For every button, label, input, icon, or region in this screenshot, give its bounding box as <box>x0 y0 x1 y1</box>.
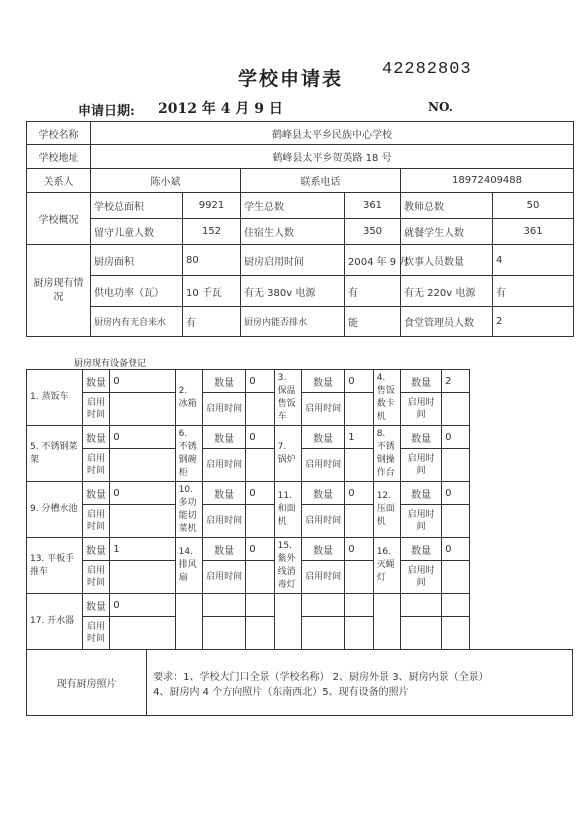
equipment-row <box>27 370 573 393</box>
quantity-label: 数量 <box>202 426 245 449</box>
equipment-name: 1. 蒸饭车 <box>27 370 83 426</box>
serial-number: 42282803 <box>382 60 472 79</box>
equipment-name: 11. 和面机 <box>274 482 301 538</box>
boarding-value: 350 <box>345 219 401 245</box>
quantity-value: 0 <box>246 426 274 449</box>
start-time-label: 启用时间 <box>82 617 109 650</box>
start-time-value <box>246 505 274 538</box>
start-time-label: 启用时间 <box>202 449 245 482</box>
photo-requirements <box>147 650 573 716</box>
start-time-value <box>442 561 469 594</box>
quantity-label: 数量 <box>302 426 345 449</box>
equipment-name: 6. 不锈钢碗柜 <box>175 426 202 482</box>
phone-value: 18972409488 <box>401 169 574 193</box>
equipment-body <box>27 370 573 650</box>
v380-value: 有 <box>345 276 401 307</box>
equipment-name: 13. 平板手推车 <box>27 538 83 594</box>
empty-cell <box>345 617 373 650</box>
school-address-value: 鹤峰县太平乡贺英路 18 号 <box>91 145 574 169</box>
equipment-row <box>27 482 573 505</box>
start-time-value <box>345 449 373 482</box>
quantity-value: 0 <box>246 538 274 561</box>
water-label: 厨房内有无自来水 <box>91 307 183 337</box>
photo-requirement-line2: 4、厨房内 4 个方向照片（东南西北）5、现有设备的照片 <box>153 686 409 698</box>
no-label: NO. <box>428 100 453 114</box>
empty-cell <box>202 617 245 650</box>
start-time-label: 启用时间 <box>82 449 109 482</box>
date-label: 申请日期: <box>78 104 135 119</box>
quantity-value: 0 <box>246 370 274 393</box>
total-area-label: 学校总面积 <box>91 193 183 219</box>
start-time-label: 启用时间 <box>202 393 245 426</box>
empty-cell <box>345 594 373 617</box>
kitchen-area-label: 厨房面积 <box>91 245 183 276</box>
equipment-name: 14. 排风扇 <box>175 538 202 594</box>
start-time-value <box>110 617 175 650</box>
start-time-label: 启用时间 <box>302 561 345 594</box>
equipment-name: 5. 不锈钢菜架 <box>27 426 83 482</box>
start-time-value <box>345 393 373 426</box>
power-label: 供电功率（瓦） <box>91 276 183 307</box>
start-time-value <box>442 505 469 538</box>
start-time-label: 启用时间 <box>82 561 109 594</box>
quantity-value: 0 <box>110 426 175 449</box>
equipment-name: 7. 锅炉 <box>274 426 301 482</box>
start-time-label: 启用时间 <box>401 505 442 538</box>
cooks-label: 炊事人员数量 <box>401 245 493 276</box>
kitchen-start-label: 厨房启用时间 <box>241 245 345 276</box>
managers-label: 食堂管理员人数 <box>401 307 493 337</box>
overview-label: 学校概况 <box>27 193 91 245</box>
quantity-label: 数量 <box>202 370 245 393</box>
start-time-label: 启用时间 <box>302 505 345 538</box>
quantity-value: 0 <box>246 482 274 505</box>
phone-label: 联系电话 <box>241 169 401 193</box>
v220-label: 有无 220v 电源 <box>401 276 493 307</box>
v380-label: 有无 380v 电源 <box>241 276 345 307</box>
start-time-value <box>110 505 175 538</box>
empty-cell <box>246 594 274 617</box>
page-title: 学校申请表 <box>238 68 344 90</box>
start-time-value <box>110 561 175 594</box>
quantity-value: 2 <box>442 370 469 393</box>
kitchen-status-label: 厨房现有情况 <box>27 245 91 337</box>
photo-requirement-line1: 要求：1、学校大门口全景（学校名称） 2、厨房外景 3、厨房内景（全景） <box>153 671 489 683</box>
equipment-name: 9. 分槽水池 <box>27 482 83 538</box>
start-time-label: 启用时间 <box>401 393 442 426</box>
v220-value: 有 <box>493 276 574 307</box>
quantity-label: 数量 <box>302 538 345 561</box>
kitchen-start-value: 2004 年 9 月 <box>345 245 401 276</box>
quantity-value: 0 <box>110 482 175 505</box>
equipment-name: 2. 冰箱 <box>175 370 202 426</box>
left-behind-value: 152 <box>183 219 241 245</box>
equipment-name: 8. 不锈钢操作台 <box>373 426 400 482</box>
quantity-value: 1 <box>110 538 175 561</box>
start-time-label: 启用时间 <box>302 393 345 426</box>
school-name-value: 鹤峰县太平乡民族中心学校 <box>91 122 574 145</box>
equipment-name: 17. 开水器 <box>27 594 83 650</box>
equipment-name: 16. 灭蝇灯 <box>373 538 400 594</box>
cooks-value: 4 <box>493 245 574 276</box>
empty-cell <box>442 617 469 650</box>
quantity-label: 数量 <box>401 426 442 449</box>
quantity-label: 数量 <box>202 482 245 505</box>
empty-cell <box>401 594 442 617</box>
start-time-value <box>246 561 274 594</box>
teachers-label: 教师总数 <box>401 193 493 219</box>
start-time-value <box>442 449 469 482</box>
empty-cell <box>442 594 469 617</box>
start-time-value <box>110 393 175 426</box>
quantity-label: 数量 <box>82 426 109 449</box>
school-info-table <box>26 121 574 337</box>
start-time-label: 启用时间 <box>401 561 442 594</box>
kitchen-area-value: 80 <box>183 245 241 276</box>
quantity-value: 0 <box>345 538 373 561</box>
start-time-value <box>246 393 274 426</box>
empty-cell <box>274 594 301 650</box>
equipment-name: 3. 保温售饭车 <box>274 370 301 426</box>
quantity-label: 数量 <box>202 538 245 561</box>
power-value: 10 千瓦 <box>183 276 241 307</box>
quantity-value: 0 <box>442 538 469 561</box>
equipment-row <box>27 426 573 449</box>
quantity-value: 0 <box>442 426 469 449</box>
water-value: 有 <box>183 307 241 337</box>
contact-label: 关系人 <box>27 169 91 193</box>
equipment-name: 15. 紫外线消毒灯 <box>274 538 301 594</box>
equipment-name: 12. 压面机 <box>373 482 400 538</box>
left-behind-label: 留守儿童人数 <box>91 219 183 245</box>
start-time-value <box>345 505 373 538</box>
quantity-value: 0 <box>345 370 373 393</box>
drain-value: 能 <box>345 307 401 337</box>
equipment-row <box>27 538 573 561</box>
start-time-value <box>345 561 373 594</box>
school-address-label: 学校地址 <box>27 145 91 169</box>
quantity-label: 数量 <box>401 482 442 505</box>
students-value: 361 <box>345 193 401 219</box>
quantity-value: 1 <box>345 426 373 449</box>
empty-cell <box>302 617 345 650</box>
dining-label: 就餐学生人数 <box>401 219 493 245</box>
start-time-value <box>442 393 469 426</box>
start-time-label: 启用时间 <box>202 505 245 538</box>
start-time-label: 启用时间 <box>82 393 109 426</box>
contact-name: 陈小斌 <box>91 169 241 193</box>
teachers-value: 50 <box>493 193 574 219</box>
quantity-label: 数量 <box>82 594 109 617</box>
empty-cell <box>202 594 245 617</box>
equipment-caption: 厨房现有设备登记 <box>74 359 147 369</box>
empty-cell <box>175 594 202 650</box>
equipment-name: 10. 多功能切菜机 <box>175 482 202 538</box>
quantity-value: 0 <box>345 482 373 505</box>
students-label: 学生总数 <box>241 193 345 219</box>
date-value: 2012 年 4 月 9 日 <box>158 101 283 117</box>
empty-cell <box>246 617 274 650</box>
start-time-label: 启用时间 <box>302 449 345 482</box>
quantity-label: 数量 <box>302 370 345 393</box>
quantity-value: 0 <box>442 482 469 505</box>
quantity-label: 数量 <box>401 538 442 561</box>
start-time-value <box>246 449 274 482</box>
start-time-value <box>110 449 175 482</box>
boarding-label: 住宿生人数 <box>241 219 345 245</box>
start-time-label: 启用时间 <box>401 449 442 482</box>
empty-cell <box>302 594 345 617</box>
quantity-value: 0 <box>110 370 175 393</box>
quantity-label: 数量 <box>302 482 345 505</box>
quantity-label: 数量 <box>401 370 442 393</box>
quantity-value: 0 <box>110 594 175 617</box>
drain-label: 厨房内能否排水 <box>241 307 345 337</box>
total-area-value: 9921 <box>183 193 241 219</box>
dining-value: 361 <box>493 219 574 245</box>
equipment-row <box>27 594 573 617</box>
school-name-label: 学校名称 <box>27 122 91 145</box>
managers-value: 2 <box>493 307 574 337</box>
start-time-label: 启用时间 <box>82 505 109 538</box>
empty-cell <box>373 594 400 650</box>
quantity-label: 数量 <box>82 482 109 505</box>
empty-cell <box>401 617 442 650</box>
start-time-label: 启用时间 <box>202 561 245 594</box>
quantity-label: 数量 <box>82 538 109 561</box>
quantity-label: 数量 <box>82 370 109 393</box>
photos-label: 现有厨房照片 <box>27 650 147 716</box>
equipment-table <box>26 369 573 716</box>
equipment-name: 4. 售饭数卡机 <box>373 370 400 426</box>
